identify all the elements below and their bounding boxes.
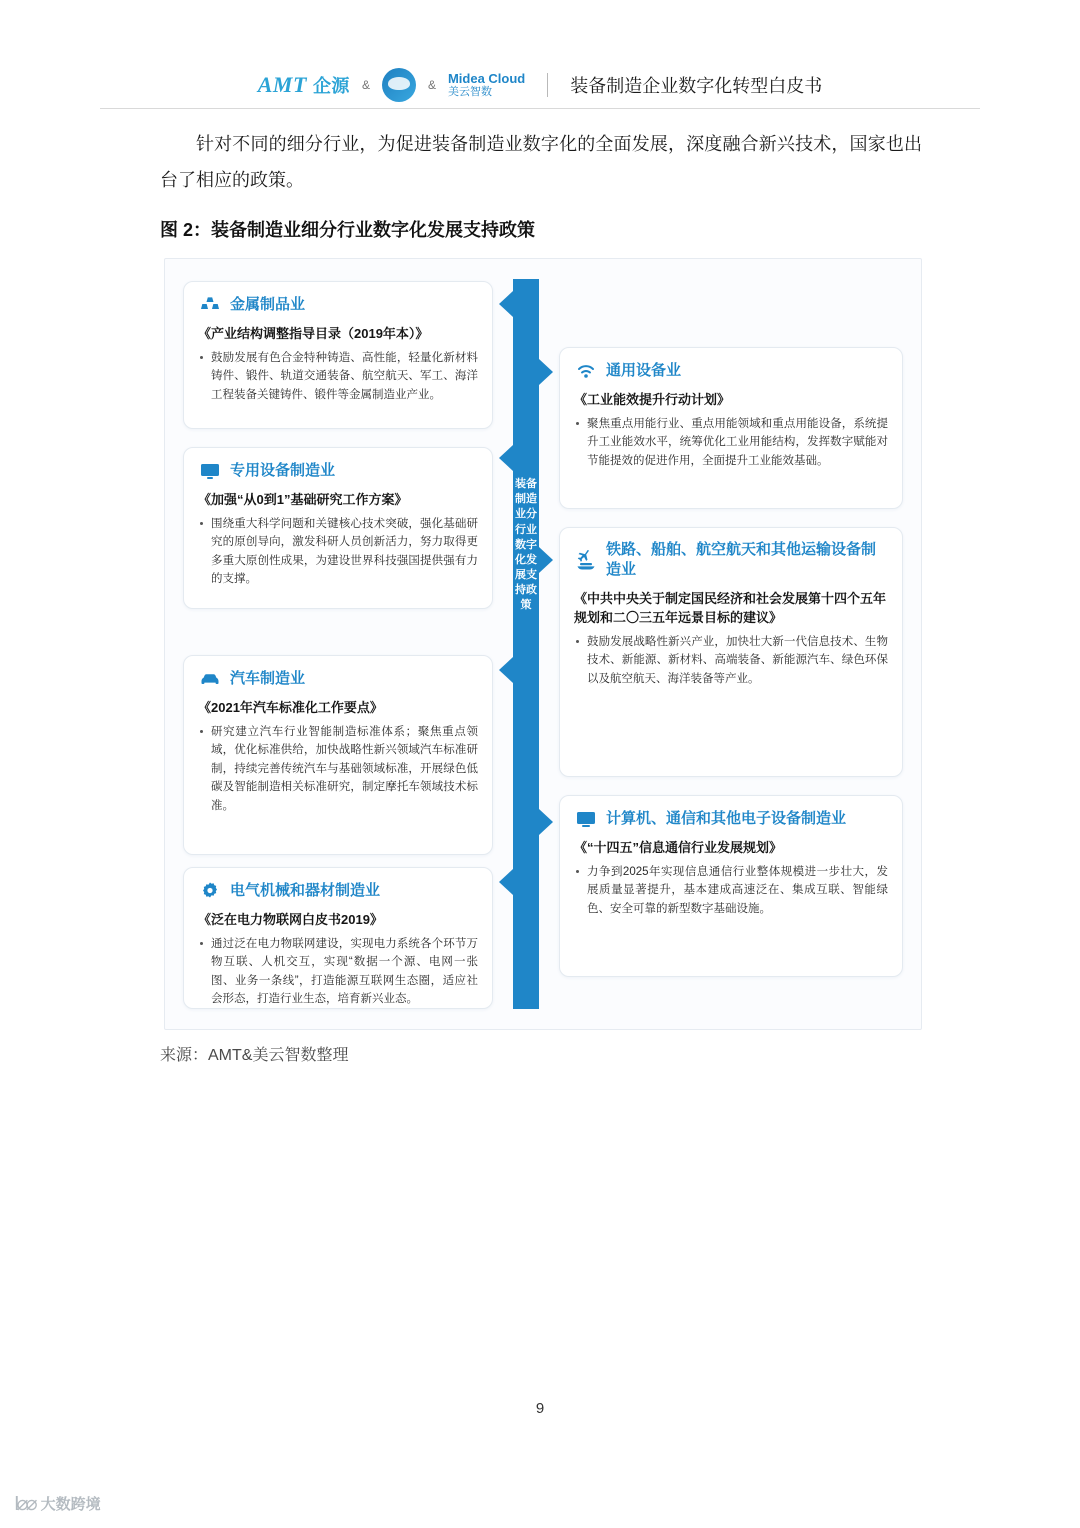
amt-logo — [258, 72, 350, 98]
spine-arrow-right-1 — [539, 359, 553, 385]
card-automobile — [183, 655, 493, 855]
card-header — [198, 460, 478, 482]
card-title: 专用设备制造业 — [230, 461, 336, 479]
card-header — [574, 808, 888, 830]
card-document-title: 《2021年汽车标准化工作要点》 — [198, 700, 383, 715]
card-computer-communication — [559, 795, 903, 977]
midea-logo-cn: 美云智数 — [447, 86, 492, 99]
card-bullet-list — [198, 723, 478, 816]
list-item: 通过泛在电力物联网建设，实现电力系统各个环节万物互联、人机交互，实现“数据一个源、电网一张图、业务一条线”，打造能源互联网生态圈，适应社会形态，打造行业生态，培育新兴业态。 — [198, 935, 478, 1010]
metal-ingot-icon — [198, 294, 222, 316]
header-divider — [547, 73, 548, 97]
car-icon — [198, 668, 222, 690]
card-title: 金属制品业 — [230, 295, 306, 313]
spine-arrow-left-1 — [499, 291, 513, 317]
card-general-equipment — [559, 347, 903, 509]
gear-icon — [198, 880, 222, 902]
amt-logo-cn: 企源 — [312, 76, 350, 96]
card-bullet-list — [574, 863, 888, 919]
circular-seal-icon — [382, 68, 416, 102]
card-header — [198, 880, 478, 902]
card-title: 汽车制造业 — [230, 669, 306, 687]
card-document-title: 《中共中央关于制定国民经济和社会发展第十四个五年规划和二〇三五年远景目标的建议》 — [574, 590, 887, 625]
header-title: 装备制造企业数字化转型白皮书 — [570, 76, 823, 96]
card-header — [198, 668, 478, 690]
list-item: 鼓励发展有色合金特种铸造、高性能，轻量化新材料铸件、锻件、轨道交通装备、航空航天、军工、海洋工程装备关键铸件、锻件等金属制造业产业。 — [198, 349, 478, 405]
figure-spine — [513, 279, 539, 1009]
midea-cloud-logo — [448, 72, 525, 98]
spine-arrow-right-3 — [539, 809, 553, 835]
figure-caption: 图 2：装备制造业细分行业数字化发展支持政策 — [160, 220, 536, 240]
spine-arrow-left-3 — [499, 657, 513, 683]
card-electrical-machinery — [183, 867, 493, 1009]
midea-logo-en: Midea Cloud — [447, 70, 526, 86]
card-document-title: 《产业结构调整指导目录（2019年本）》 — [198, 326, 429, 341]
card-title: 铁路、船舶、航空航天和其他运输设备制造业 — [606, 541, 877, 579]
card-title: 电气机械和器材制造业 — [230, 881, 381, 899]
watermark-logo-icon: I⌀⌀ — [14, 1493, 35, 1515]
card-header — [574, 360, 888, 382]
airplane-ship-icon — [574, 549, 598, 571]
figure-source: 来源：AMT&美云智数整理 — [160, 1047, 349, 1064]
page-number: 9 — [535, 1400, 545, 1417]
card-bullet-list — [574, 633, 888, 689]
figure-spine-label: 装备制造业分行业数字化发展支持政策 — [515, 478, 537, 612]
card-document-title: 《加强“从0到1”基础研究工作方案》 — [198, 492, 408, 507]
card-header — [198, 294, 478, 316]
watermark — [14, 1491, 101, 1516]
watermark-text: 大数跨境 — [40, 1496, 101, 1513]
card-metal-products — [183, 281, 493, 429]
card-title: 通用设备业 — [606, 361, 682, 379]
card-document-title: 《工业能效提升行动计划》 — [574, 392, 731, 407]
figure-container — [164, 258, 922, 1030]
ampersand-2: & — [427, 78, 436, 92]
card-document-title: 《“十四五”信息通信行业发展规划》 — [574, 840, 783, 855]
spine-arrow-left-4 — [499, 869, 513, 895]
list-item: 鼓励发展战略性新兴产业，加快壮大新一代信息技术、生物技术、新能源、新材料、高端装备、新能源汽车、绿色环保以及航空航天、海洋装备等产业。 — [574, 633, 888, 689]
header-rule — [100, 108, 980, 109]
amt-logo-en: AMT — [257, 72, 307, 97]
list-item: 聚焦重点用能行业、重点用能领域和重点用能设备，系统提升工业能效水平，统筹优化工业用能结构，发挥数字赋能对节能提效的促进作用，全面提升工业能效基础。 — [574, 415, 888, 471]
list-item: 研究建立汽车行业智能制造标准体系；聚焦重点领域，优化标准供给，加快战略性新兴领域汽车标准研制，持续完善传统汽车与基础领域标准，开展绿色低碳及智能制造相关标准研究，制定摩托车领域技术标准。 — [198, 723, 478, 816]
card-title: 计算机、通信和其他电子设备制造业 — [606, 809, 847, 827]
document-header — [0, 68, 1080, 102]
monitor-icon — [198, 460, 222, 482]
ampersand-1: & — [361, 78, 370, 92]
list-item: 围绕重大科学问题和关键核心技术突破，强化基础研究的原创导向，激发科研人员创新活力，努力取得更多重大原创性成果，为建设世界科技强国提供强有力的支撑。 — [198, 515, 478, 590]
body-paragraph: 针对不同的细分行业，为促进装备制造业数字化的全面发展，深度融合新兴技术，国家也出台了相应的政策。 — [160, 134, 922, 190]
card-transport-equipment — [559, 527, 903, 777]
wifi-signal-icon — [574, 360, 598, 382]
spine-arrow-right-2 — [539, 547, 553, 573]
card-header — [574, 540, 888, 581]
card-special-equipment — [183, 447, 493, 609]
computer-icon — [574, 808, 598, 830]
card-bullet-list — [198, 349, 478, 405]
card-bullet-list — [198, 515, 478, 590]
card-bullet-list — [574, 415, 888, 471]
card-bullet-list — [198, 935, 478, 1010]
list-item: 力争到2025年实现信息通信行业整体规模进一步壮大，发展质量显著提升，基本建成高速泛在、集成互联、智能绿色、安全可靠的新型数字基础设施。 — [574, 863, 888, 919]
card-document-title: 《泛在电力物联网白皮书2019》 — [198, 912, 383, 927]
spine-arrow-left-2 — [499, 445, 513, 471]
